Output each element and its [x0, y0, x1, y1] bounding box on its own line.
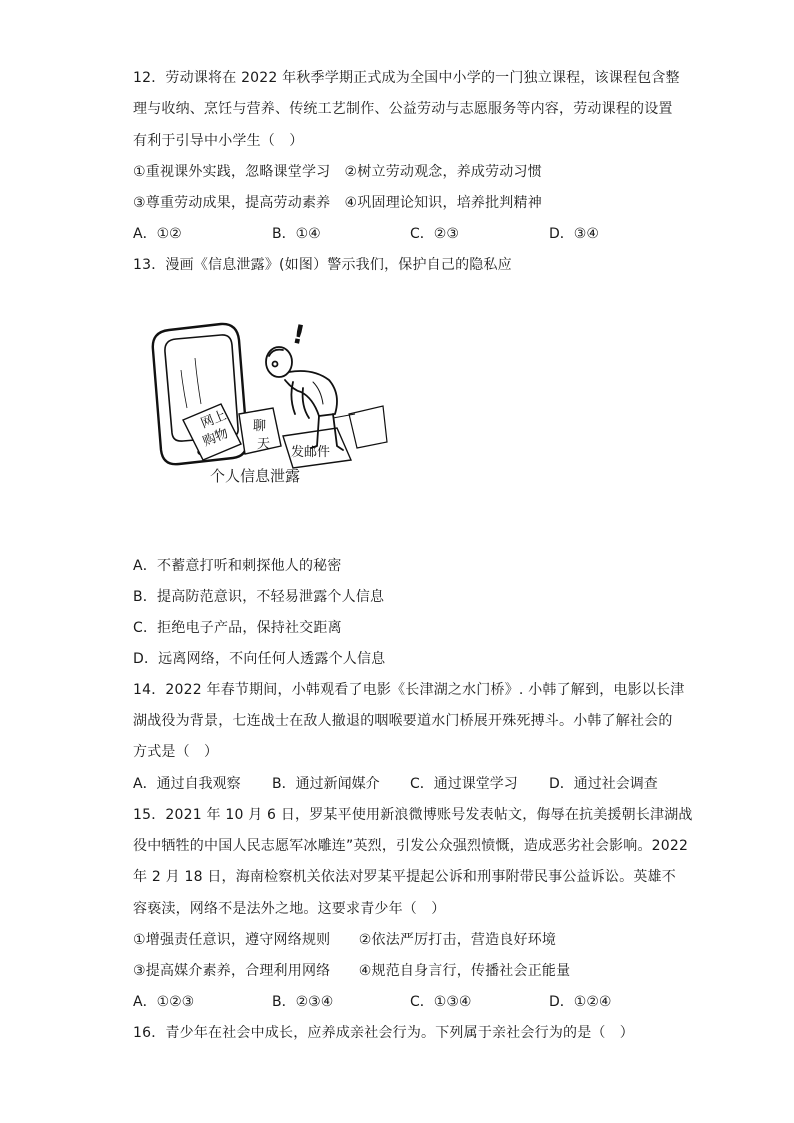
q12-statements-line1: ①重视课外实践，忽略课堂学习 ②树立劳动观念，养成劳动习惯 — [133, 164, 542, 180]
q13-option-d[interactable]: D．远离网络，不向任何人透露个人信息 — [133, 651, 386, 667]
q13-option-a[interactable]: A．不蓄意打听和刺探他人的秘密 — [133, 558, 342, 574]
q16-stem: 16．青少年在社会中成长，应养成亲社会行为。下列属于亲社会行为的是（ ） — [133, 1025, 635, 1041]
exclamation-mark: ! — [289, 319, 308, 352]
paper-label-email: 发邮件 — [291, 445, 331, 460]
q14-stem-line2: 湖战役为背景，七连战士在敌人撤退的咽喉要道水门桥展开殊死搏斗。小韩了解社会的 — [133, 713, 673, 729]
q15-option-b[interactable]: B．②③④ — [272, 994, 334, 1010]
paper-label-shopping-2: 购物 — [200, 426, 231, 450]
paper-label-shopping-1: 网上 — [198, 408, 229, 432]
paper-chat — [239, 408, 281, 454]
q15-stem-line2: 役中牺牲的中国人民志愿军冰雕连”英烈，引发公众强烈愤慨，造成恶劣社会影响。2022 — [133, 838, 689, 854]
q13-option-b[interactable]: B．提高防范意识，不轻易泄露个人信息 — [133, 589, 385, 605]
q12-option-c[interactable]: C．②③ — [410, 226, 459, 242]
q15-option-a[interactable]: A．①②③ — [133, 994, 195, 1010]
q12-stem-line2: 理与收纳、烹饪与营养、传统工艺制作、公益劳动与志愿服务等内容，劳动课程的设置 — [133, 101, 673, 117]
q12-option-d[interactable]: D．③④ — [549, 226, 599, 242]
q14-option-a[interactable]: A．通过自我观察 — [133, 776, 241, 792]
q12-option-a[interactable]: A．①② — [133, 226, 182, 242]
q15-option-d[interactable]: D．①②④ — [549, 994, 612, 1010]
q12-option-b[interactable]: B．①④ — [272, 226, 321, 242]
q14-option-b[interactable]: B．通过新闻媒介 — [272, 776, 380, 792]
q15-stem-line1: 15．2021 年 10 月 6 日，罗某平使用新浪微博账号发表帖文，侮辱在抗美援朝长津湖战 — [133, 807, 693, 823]
q14-option-c[interactable]: C．通过课堂学习 — [410, 776, 518, 792]
q12-stem-line1: 12．劳动课将在 2022 年秋季学期正式成为全国中小学的一门独立课程，该课程包含整 — [133, 70, 680, 86]
paper-label-chat-2: 天 — [257, 437, 271, 452]
q15-stem-line3: 年 2 月 18 日，海南检察机关依法对罗某平提起公诉和刑事附带民事公益诉讼。英雄不 — [133, 869, 676, 885]
q13-stem: 13．漫画《信息泄露》(如图）警示我们，保护自己的隐私应 — [133, 257, 512, 273]
q14-option-d[interactable]: D．通过社会调查 — [549, 776, 658, 792]
q12-stem-line3: 有利于引导中小学生（ ） — [133, 133, 304, 149]
q13-option-c[interactable]: C．拒绝电子产品，保持社交距离 — [133, 620, 342, 636]
q15-statements-line2: ③提高媒介素养，合理利用网络 ④规范自身言行，传播社会正能量 — [133, 963, 571, 979]
cartoon-caption: 个人信息泄露 — [210, 467, 301, 485]
paper-label-chat-1: 聊 — [253, 419, 267, 434]
info-leak-cartoon — [143, 318, 403, 490]
q14-stem-line1: 14．2022 年春节期间，小韩观看了电影《长津湖之水门桥》. 小韩了解到，电影以长津 — [133, 682, 685, 698]
q15-stem-line4: 容亵渎，网络不是法外之地。这要求青少年（ ） — [133, 901, 446, 917]
q15-statements-line1: ①增强责任意识，遵守网络规则 ②依法严厉打击，营造良好环境 — [133, 932, 557, 948]
paper-online-shopping — [183, 404, 241, 460]
q14-stem-line3: 方式是（ ） — [133, 744, 219, 760]
q12-statements-line2: ③尊重劳动成果，提高劳动素养 ④巩固理论知识，培养批判精神 — [133, 195, 542, 211]
q15-option-c[interactable]: C．①③④ — [410, 994, 472, 1010]
